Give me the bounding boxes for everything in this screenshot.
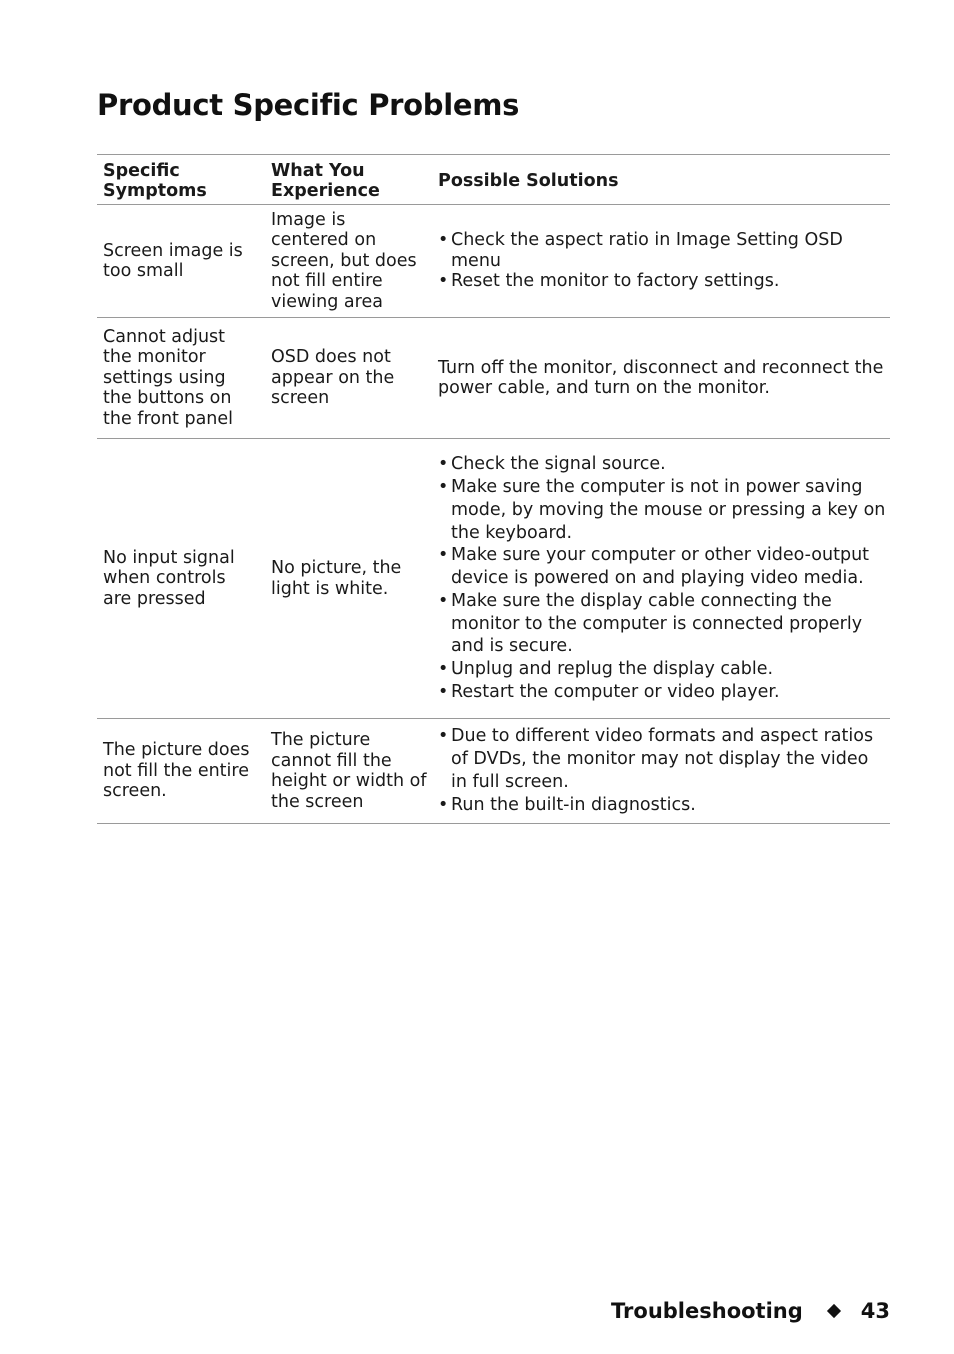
page-number: 43 (860, 1299, 890, 1323)
solutions-cell: Turn off the monitor, disconnect and reconnect the power cable, and turn on the monitor. (433, 318, 890, 439)
symptom-cell: Screen image is too small (97, 205, 265, 318)
table-row (97, 719, 890, 824)
experience-cell: Image is centered on screen, but does not fill entire viewing area (265, 205, 433, 318)
bullet-icon: • (438, 726, 449, 747)
solutions-cell (433, 719, 890, 824)
solutions-list (438, 725, 888, 816)
solution-item: • Unplug and replug the display cable. (438, 659, 774, 680)
solutions-cell (433, 205, 890, 318)
solutions-list (438, 230, 888, 292)
bullet-icon: • (438, 682, 449, 703)
experience-cell: The picture cannot fill the height or width of the screen (265, 719, 433, 824)
table-row (97, 439, 890, 719)
experience-cell: No picture, the light is white. (265, 439, 433, 719)
bullet-icon: • (438, 545, 449, 566)
page-footer (611, 1299, 890, 1323)
solution-item: • Make sure the display cable connecting the monitor to the computer is connected properly and is secure. (438, 590, 863, 657)
page-title: Product Specific Problems (97, 88, 520, 122)
symptom-cell: The picture does not fill the entire screen. (97, 719, 265, 824)
solutions-list (438, 453, 888, 704)
bullet-icon: • (438, 794, 449, 815)
symptom-cell: Cannot adjust the monitor settings using the buttons on the front panel (97, 318, 265, 439)
solution-item: • Check the signal source. (438, 454, 666, 475)
solution-item: • Check the aspect ratio in Image Setting OSD menu (438, 230, 843, 271)
diamond-icon (827, 1304, 841, 1318)
bullet-icon: • (438, 659, 449, 680)
solutions-cell (433, 439, 890, 719)
footer-section-title: Troubleshooting (611, 1299, 803, 1323)
table-header-row (97, 155, 890, 205)
problems-table (97, 154, 890, 824)
solution-item: • Make sure your computer or other video-output device is powered on and playing video media. (438, 545, 870, 589)
experience-cell: OSD does not appear on the screen (265, 318, 433, 439)
bullet-icon: • (438, 454, 449, 475)
table-row (97, 318, 890, 439)
bullet-icon: • (438, 230, 449, 251)
bullet-icon: • (438, 271, 449, 292)
header-what-you-experience: What You Experience (265, 155, 433, 205)
symptom-cell: No input signal when controls are pressed (97, 439, 265, 719)
solution-item: • Make sure the computer is not in power saving mode, by moving the mouse or pressing a key on the keyboard. (438, 476, 886, 543)
bullet-icon: • (438, 476, 449, 497)
header-specific-symptoms: Specific Symptoms (97, 155, 265, 205)
solution-item: • Due to different video formats and aspect ratios of DVDs, the monitor may not display the video in full screen. (438, 726, 874, 792)
solution-item: • Run the built-in diagnostics. (438, 794, 696, 815)
solution-item: • Reset the monitor to factory settings. (438, 271, 780, 292)
table-row (97, 205, 890, 318)
bullet-icon: • (438, 590, 449, 611)
header-possible-solutions: Possible Solutions (433, 155, 890, 205)
solution-item: • Restart the computer or video player. (438, 682, 780, 703)
